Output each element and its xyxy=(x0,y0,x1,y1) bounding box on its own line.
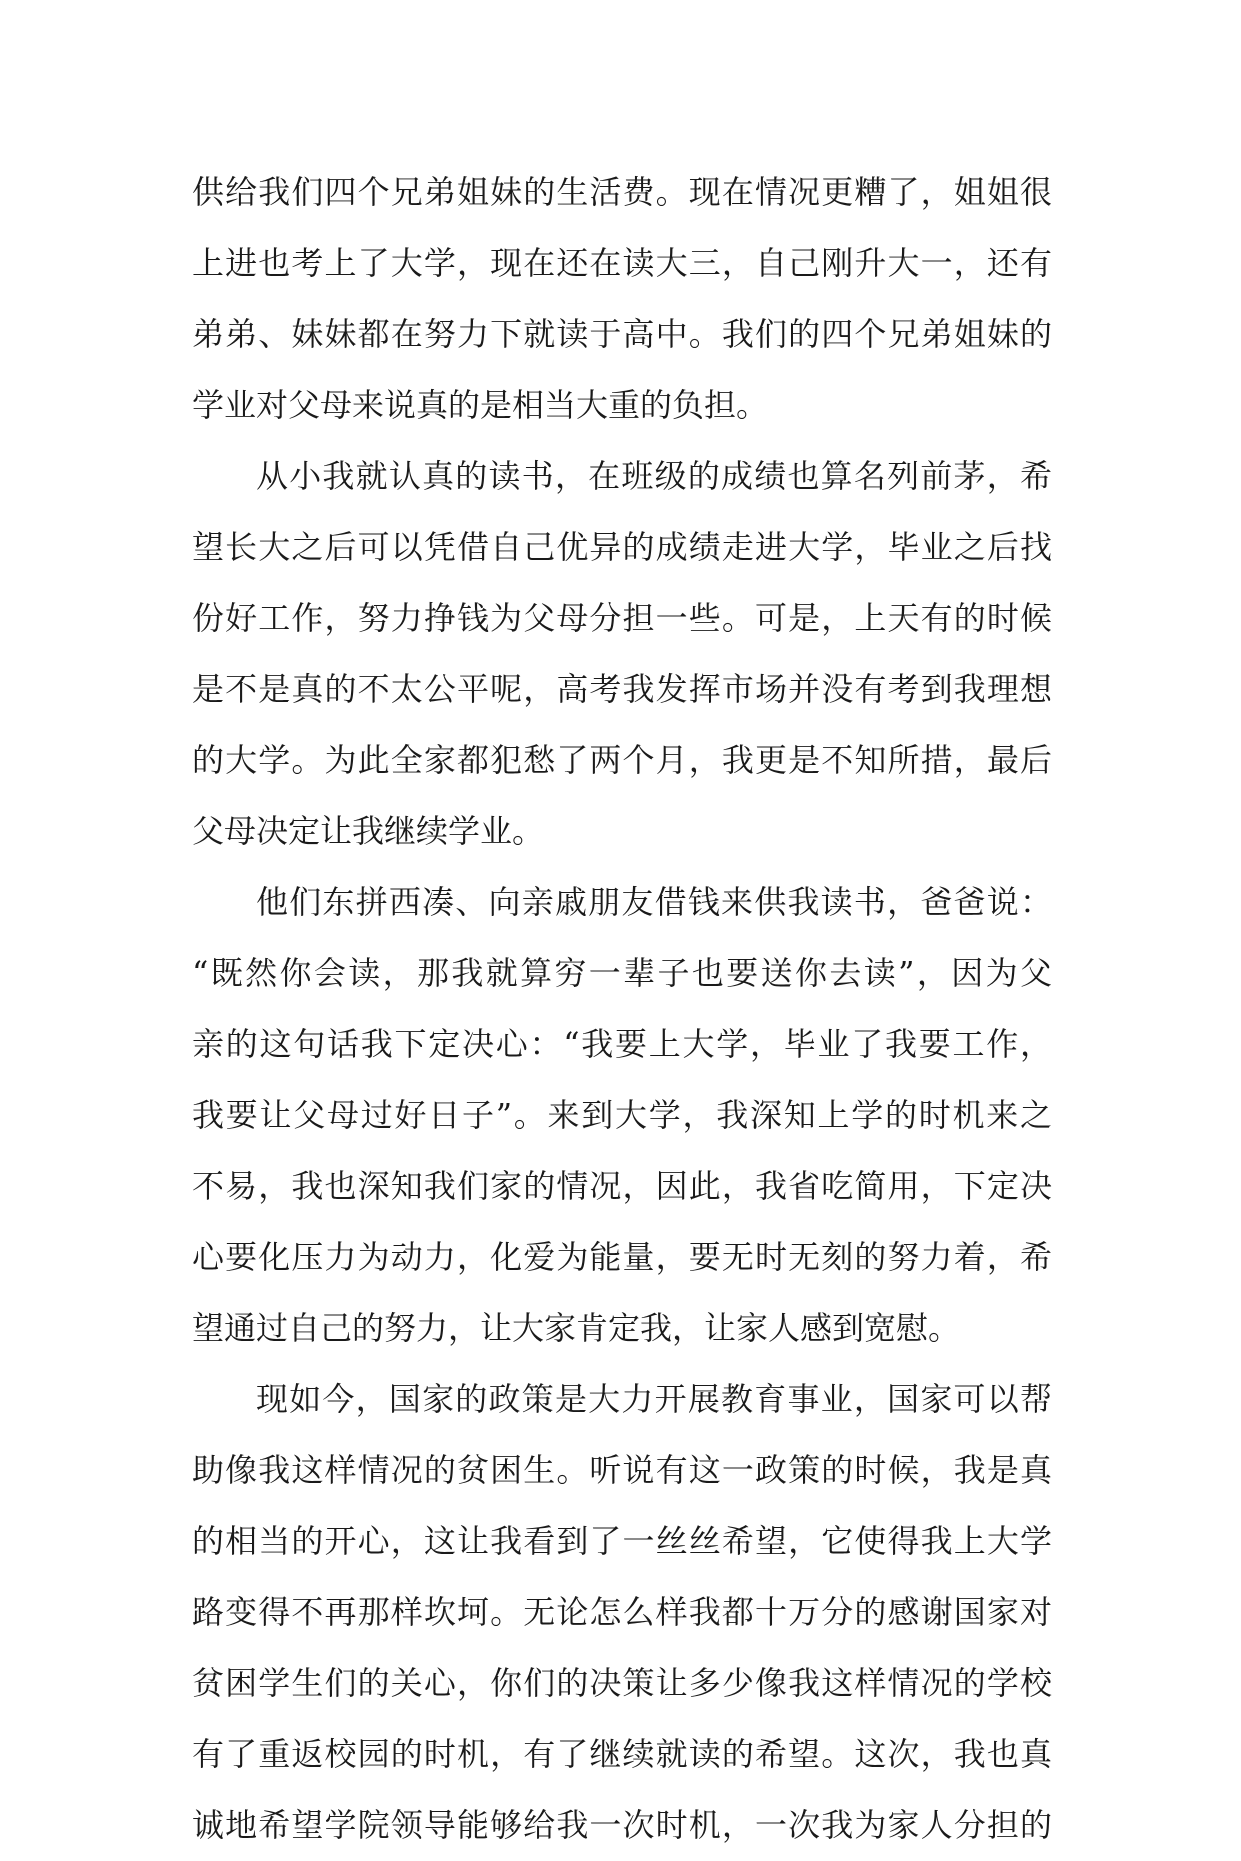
text-line: 亲的这句话我下定决心：“我要上大学，毕业了我要工作， xyxy=(192,1025,1052,1063)
text-line: 现如今，国家的政策是大力开展教育事业，国家可以帮 xyxy=(256,1380,1052,1418)
paragraph-2 xyxy=(192,441,1052,867)
text-line: 的大学。为此全家都犯愁了两个月，我更是不知所措，最后 xyxy=(192,741,1052,779)
text-line: 我要让父母过好日子”。来到大学，我深知上学的时机来之 xyxy=(192,1096,1052,1134)
text-line: 望通过自己的努力，让大家肯定我，让家人感到宽慰。 xyxy=(192,1309,961,1347)
body-text xyxy=(192,157,1052,1861)
text-line: 有了重返校园的时机，有了继续就读的希望。这次，我也真 xyxy=(192,1735,1052,1773)
text-line: 上进也考上了大学，现在还在读大三，自己刚升大一，还有 xyxy=(192,244,1052,282)
text-line: 父母决定让我继续学业。 xyxy=(192,812,545,850)
text-line: “既然你会读，那我就算穷一辈子也要送你去读”，因为父 xyxy=(192,954,1052,992)
text-line: 心要化压力为动力，化爱为能量，要无时无刻的努力着，希 xyxy=(192,1238,1052,1276)
text-line: 的相当的开心，这让我看到了一丝丝希望，它使得我上大学 xyxy=(192,1522,1052,1560)
text-line: 不易，我也深知我们家的情况，因此，我省吃简用，下定决 xyxy=(192,1167,1052,1205)
text-line: 诚地希望学院领导能够给我一次时机，一次我为家人分担的 xyxy=(192,1806,1052,1844)
text-line: 他们东拼西凑、向亲戚朋友借钱来供我读书，爸爸说： xyxy=(256,883,1052,921)
text-line: 望长大之后可以凭借自己优异的成绩走进大学，毕业之后找 xyxy=(192,528,1052,566)
text-line: 从小我就认真的读书，在班级的成绩也算名列前茅，希 xyxy=(256,457,1052,495)
paragraph-1 xyxy=(192,157,1052,441)
text-line: 弟弟、妹妹都在努力下就读于高中。我们的四个兄弟姐妹的 xyxy=(192,315,1052,353)
text-line: 路变得不再那样坎坷。无论怎么样我都十万分的感谢国家对 xyxy=(192,1593,1052,1631)
text-line: 供给我们四个兄弟姐妹的生活费。现在情况更糟了，姐姐很 xyxy=(192,173,1052,211)
paragraph-3 xyxy=(192,867,1052,1364)
text-line: 助像我这样情况的贫困生。听说有这一政策的时候，我是真 xyxy=(192,1451,1052,1489)
paragraph-4 xyxy=(192,1364,1052,1861)
text-line: 份好工作，努力挣钱为父母分担一些。可是，上天有的时候 xyxy=(192,599,1052,637)
text-line: 学业对父母来说真的是相当大重的负担。 xyxy=(192,386,769,424)
text-line: 是不是真的不太公平呢，高考我发挥市场并没有考到我理想 xyxy=(192,670,1052,708)
text-line: 贫困学生们的关心，你们的决策让多少像我这样情况的学校 xyxy=(192,1664,1052,1702)
